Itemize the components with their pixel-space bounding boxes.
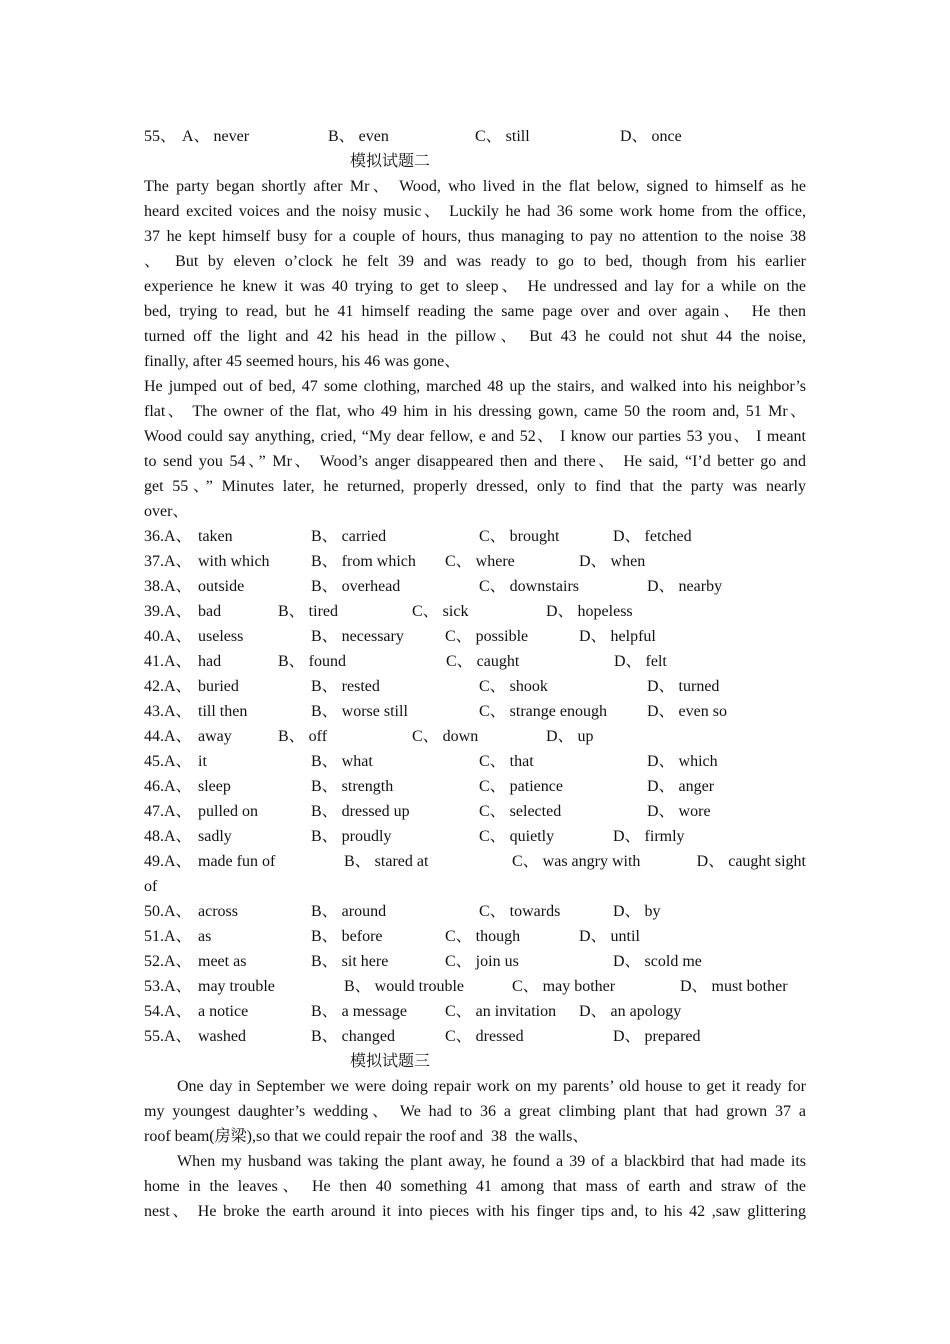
option-c: C、 dressed bbox=[445, 1028, 524, 1045]
option-a: across bbox=[198, 903, 238, 920]
text-line: The party began shortly after Mr、 Wood, who lived in the flat below, signed to himself as he bbox=[144, 178, 806, 195]
option-number: 55.A、 bbox=[144, 1028, 192, 1045]
option-d: D、 anger bbox=[647, 778, 715, 795]
option-d: D、 which bbox=[647, 753, 718, 770]
option-a: sleep bbox=[198, 778, 231, 795]
option-c: C、 that bbox=[479, 753, 534, 770]
option-d: D、 turned bbox=[647, 678, 720, 695]
option-d: D、 fetched bbox=[613, 528, 692, 545]
option-a: it bbox=[198, 753, 207, 770]
option-a: pulled on bbox=[198, 803, 258, 820]
option-row bbox=[144, 649, 806, 674]
option-c: C、 towards bbox=[479, 903, 561, 920]
option-c: C、 selected bbox=[479, 803, 562, 820]
option-d: D、 caught sight bbox=[696, 853, 806, 870]
option-row bbox=[144, 549, 806, 574]
option-d: D、 an apology bbox=[579, 1003, 682, 1020]
option-row bbox=[144, 974, 806, 999]
option-row bbox=[144, 774, 806, 799]
option-b: B、 strength bbox=[311, 778, 394, 795]
text-line: finally, after 45 seemed hours, his 46 was gone、 bbox=[144, 353, 461, 370]
option-row bbox=[144, 999, 806, 1024]
option-a: till then bbox=[198, 703, 248, 720]
option-number: 47.A、 bbox=[144, 803, 192, 820]
option-b: B、 overhead bbox=[311, 578, 401, 595]
option-b: B、 even bbox=[328, 128, 389, 145]
option-d: D、 wore bbox=[647, 803, 711, 820]
option-d: D、 even so bbox=[647, 703, 727, 720]
passage-paragraph-2 bbox=[144, 374, 806, 524]
option-a: with which bbox=[198, 553, 270, 570]
text-line: Wood could say anything, cried, “My dear fellow, e and 52、 I know our parties 53 you、 I meant bbox=[144, 428, 806, 445]
text-line: He jumped out of bed, 47 some clothing, marched 48 up the stairs, and walked into his neighbor’s bbox=[144, 378, 806, 395]
option-b: B、 off bbox=[278, 728, 328, 745]
text-line: One day in September we were doing repair work on my parents’ old house to get it ready for bbox=[177, 1078, 806, 1095]
option-number: 40.A、 bbox=[144, 628, 192, 645]
option-b: B、 stared at bbox=[344, 853, 429, 870]
text-line: 37 he kept himself busy for a couple of hours, thus managing to pay no attention to the noise 38 bbox=[144, 228, 806, 245]
option-b: B、 from which bbox=[311, 553, 416, 570]
option-number: 43.A、 bbox=[144, 703, 192, 720]
text-line: experience he knew it was 40 trying to get to sleep、 He undressed and lay for a while on the bbox=[144, 278, 806, 295]
option-number: 36.A、 bbox=[144, 528, 192, 545]
option-number: 54.A、 bbox=[144, 1003, 192, 1020]
option-b: B、 changed bbox=[311, 1028, 395, 1045]
passage3-paragraph-1 bbox=[144, 1074, 806, 1149]
option-a: away bbox=[198, 728, 232, 745]
option-d: D、 once bbox=[620, 128, 682, 145]
option-row bbox=[144, 574, 806, 599]
option-row bbox=[144, 849, 806, 874]
text-line: bed, trying to read, but he 41 himself reading the same page over and over again、 He then bbox=[144, 303, 806, 320]
option-row bbox=[144, 674, 806, 699]
text-line: nest、 He broke the earth around it into pieces with his finger tips and, to his 42 ,saw glittering bbox=[144, 1203, 806, 1220]
option-row bbox=[144, 949, 806, 974]
text-line: heard excited voices and the noisy music、 Luckily he had 36 some work home from the office, bbox=[144, 203, 806, 220]
option-a: sadly bbox=[198, 828, 232, 845]
text-line: home in the leaves、 He then 40 something 41 among that mass of earth and straw of the bbox=[144, 1178, 806, 1195]
option-c: C、 where bbox=[445, 553, 515, 570]
option-a: useless bbox=[198, 628, 244, 645]
option-b: B、 rested bbox=[311, 678, 380, 695]
option-d: D、 hopeless bbox=[546, 603, 633, 620]
option-c: C、 possible bbox=[445, 628, 529, 645]
option-c: C、 caught bbox=[446, 653, 520, 670]
option-b: B、 found bbox=[278, 653, 347, 670]
option-number: 42.A、 bbox=[144, 678, 192, 695]
option-c: C、 strange enough bbox=[479, 703, 607, 720]
option-row bbox=[144, 799, 806, 824]
option-b: B、 tired bbox=[278, 603, 338, 620]
option-b: B、 carried bbox=[311, 528, 387, 545]
option-b: B、 before bbox=[311, 928, 383, 945]
option-number: 41.A、 bbox=[144, 653, 192, 670]
section-title: 模拟试题二 bbox=[349, 153, 430, 170]
option-number: 48.A、 bbox=[144, 828, 192, 845]
text-line: roof beam(房梁),so that we could repair the roof and 38 the walls、 bbox=[144, 1128, 589, 1145]
text-line: get 55、” Minutes later, he returned, properly dressed, only to find that the party was nearly bbox=[144, 478, 806, 495]
option-b: B、 necessary bbox=[311, 628, 404, 645]
option-c: C、 may bother bbox=[512, 978, 616, 995]
option-wrap-text: of bbox=[144, 878, 158, 895]
option-a: as bbox=[198, 928, 212, 945]
option-number: 38.A、 bbox=[144, 578, 192, 595]
option-d: D、 up bbox=[546, 728, 594, 745]
option-number: 51.A、 bbox=[144, 928, 192, 945]
option-number: 45.A、 bbox=[144, 753, 192, 770]
option-c: C、 patience bbox=[479, 778, 563, 795]
option-c: C、 was angry with bbox=[512, 853, 641, 870]
passage3-paragraph-2 bbox=[144, 1149, 806, 1224]
option-row bbox=[144, 624, 806, 649]
option-c: C、 downstairs bbox=[479, 578, 580, 595]
option-number: 52.A、 bbox=[144, 953, 192, 970]
option-a: bad bbox=[198, 603, 222, 620]
option-a: taken bbox=[198, 528, 233, 545]
option-row bbox=[144, 599, 806, 624]
option-c: C、 down bbox=[412, 728, 479, 745]
option-d: D、 until bbox=[579, 928, 640, 945]
option-d: D、 prepared bbox=[613, 1028, 701, 1045]
option-number: 37.A、 bbox=[144, 553, 192, 570]
text-line: my youngest daughter’s wedding、 We had to 36 a great climbing plant that had grown 37 a bbox=[144, 1103, 806, 1120]
text-line: turned off the light and 42 his head in the pillow、 But 43 he could not shut 44 the noise, bbox=[144, 328, 806, 345]
option-b: B、 worse still bbox=[311, 703, 408, 720]
option-row bbox=[144, 724, 806, 749]
text-line: flat、 The owner of the flat, who 49 him in his dressing gown, came 50 the room and, 51 Mr、 bbox=[144, 403, 806, 420]
option-c: C、 shook bbox=[479, 678, 548, 695]
option-number: 44.A、 bbox=[144, 728, 192, 745]
option-c: C、 join us bbox=[445, 953, 519, 970]
option-d: D、 must bother bbox=[680, 978, 788, 995]
option-a: may trouble bbox=[198, 978, 275, 995]
option-d: D、 helpful bbox=[579, 628, 656, 645]
option-d: D、 when bbox=[579, 553, 646, 570]
option-c: C、 an invitation bbox=[445, 1003, 557, 1020]
option-b: B、 a message bbox=[311, 1003, 407, 1020]
option-a: had bbox=[198, 653, 222, 670]
option-number: 46.A、 bbox=[144, 778, 192, 795]
option-a: made fun of bbox=[198, 853, 276, 870]
document-page bbox=[144, 124, 806, 1224]
option-row bbox=[144, 924, 806, 949]
option-d: D、 felt bbox=[614, 653, 667, 670]
option-a: outside bbox=[198, 578, 245, 595]
option-number: 39.A、 bbox=[144, 603, 192, 620]
option-c: C、 sick bbox=[412, 603, 469, 620]
option-c: C、 though bbox=[445, 928, 521, 945]
option-a: meet as bbox=[198, 953, 247, 970]
option-d: D、 scold me bbox=[613, 953, 702, 970]
section-title: 模拟试题三 bbox=[349, 1053, 430, 1070]
option-number: 55、 bbox=[144, 128, 177, 145]
option-a: a notice bbox=[198, 1003, 249, 1020]
option-number: 53.A、 bbox=[144, 978, 192, 995]
option-row bbox=[144, 749, 806, 774]
text-line: When my husband was taking the plant away, he found a 39 of a blackbird that had made its bbox=[177, 1153, 806, 1170]
option-b: B、 would trouble bbox=[344, 978, 464, 995]
option-b: B、 proudly bbox=[311, 828, 392, 845]
option-b: B、 around bbox=[311, 903, 387, 920]
passage-paragraph-1 bbox=[144, 174, 806, 374]
text-line: over、 bbox=[144, 503, 189, 520]
option-c: C、 still bbox=[475, 128, 530, 145]
option-b: B、 sit here bbox=[311, 953, 389, 970]
option-a: buried bbox=[198, 678, 239, 695]
option-b: B、 dressed up bbox=[311, 803, 410, 820]
option-d: D、 nearby bbox=[647, 578, 723, 595]
option-row bbox=[144, 1024, 806, 1049]
option-row bbox=[144, 699, 806, 724]
option-d: D、 firmly bbox=[613, 828, 685, 845]
option-c: C、 quietly bbox=[479, 828, 555, 845]
text-line: to send you 54、” Mr、 Wood’s anger disappeared then and there、 He said, “I’d better go and bbox=[144, 453, 806, 470]
option-row bbox=[144, 824, 806, 849]
option-row bbox=[144, 899, 806, 924]
option-a: A、 never bbox=[182, 128, 250, 145]
option-number: 50.A、 bbox=[144, 903, 192, 920]
options-list bbox=[144, 524, 806, 1049]
option-d: D、 by bbox=[613, 903, 661, 920]
option-b: B、 what bbox=[311, 753, 373, 770]
text-line: 、 But by eleven o’clock he felt 39 and was ready to go to bed, though from his earlier bbox=[144, 253, 806, 270]
option-number: 49.A、 bbox=[144, 853, 192, 870]
option-row-prev-55 bbox=[144, 124, 806, 149]
option-row bbox=[144, 524, 806, 549]
option-a: washed bbox=[198, 1028, 246, 1045]
option-c: C、 brought bbox=[479, 528, 560, 545]
